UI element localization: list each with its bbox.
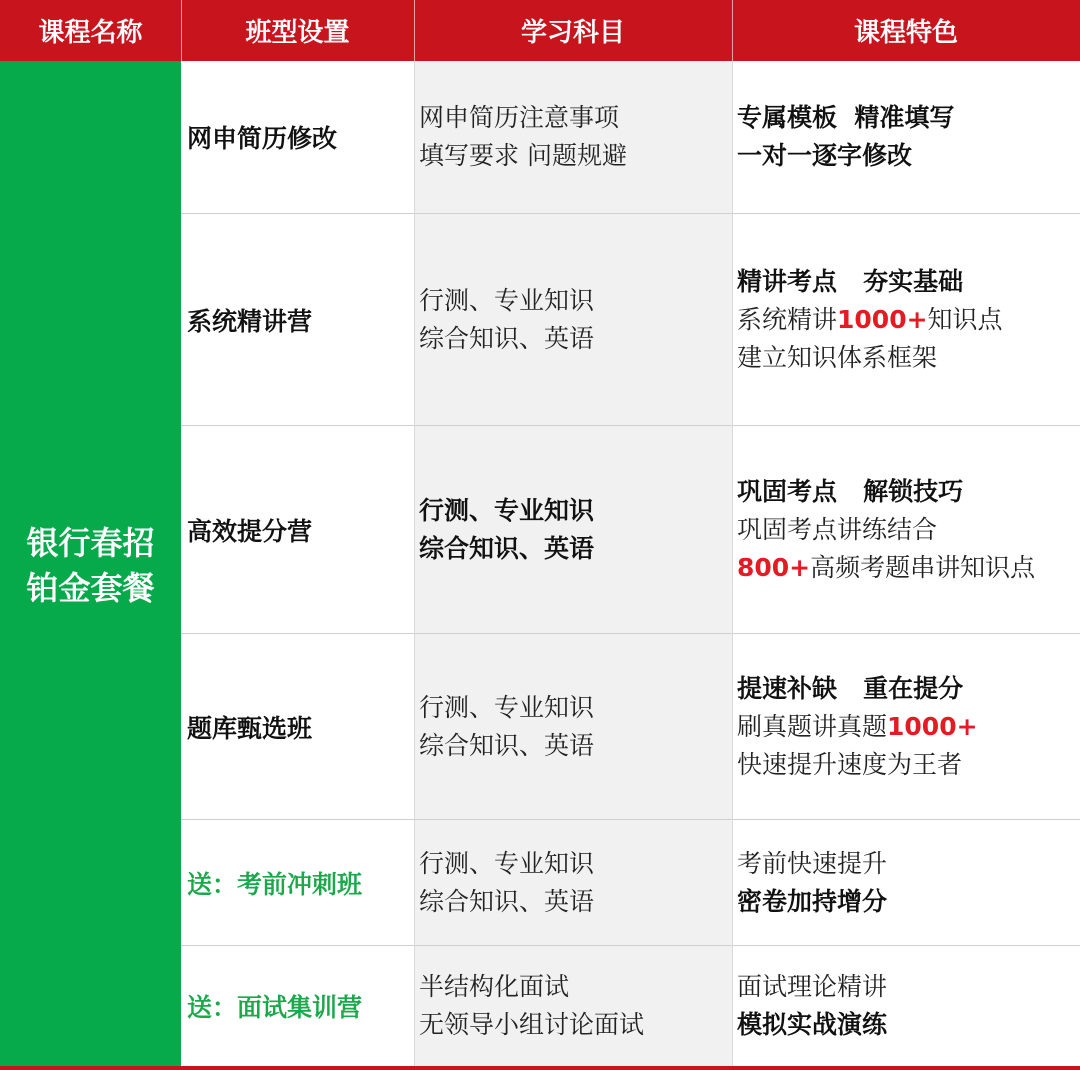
feature-headline: 巩固考点 解锁技巧 xyxy=(737,476,964,506)
subject-line: 行测、专业知识 xyxy=(419,848,595,878)
feature-line: 快速提升速度为王者 xyxy=(737,749,963,779)
table-row xyxy=(181,634,1080,819)
subject-line: 网申简历注意事项 xyxy=(419,103,620,132)
package-name xyxy=(26,521,154,611)
features-cell xyxy=(732,634,1080,819)
feature-highlight: 一对一逐字修改 xyxy=(737,141,913,170)
features-cell xyxy=(732,426,1080,633)
feature-number: 1000+ xyxy=(837,304,928,334)
subjects-cell xyxy=(414,426,732,633)
class-type-cell xyxy=(181,820,414,945)
feature-line xyxy=(737,301,1080,339)
header-course-name: 课程名称 xyxy=(38,18,143,48)
feature-line xyxy=(737,708,1080,746)
header-class-type: 班型设置 xyxy=(245,18,350,48)
header-divider xyxy=(414,0,415,61)
subject-line: 行测、专业知识 xyxy=(419,285,595,315)
header-divider xyxy=(181,0,182,61)
class-type: 网申简历修改 xyxy=(187,124,338,153)
subject-line: 无领导小组讨论面试 xyxy=(419,1010,645,1039)
table-row xyxy=(181,820,1080,945)
feature-highlight: 密卷加持增分 xyxy=(737,886,888,916)
subject-line: 行测、专业知识 xyxy=(419,495,595,525)
class-type: 系统精讲营 xyxy=(187,306,313,336)
class-type-cell xyxy=(181,426,414,633)
subject-line: 综合知识、英语 xyxy=(419,533,595,563)
class-type: 高效提分营 xyxy=(187,516,313,546)
feature-text: 刷真题讲真题 xyxy=(737,711,888,741)
feature-highlight: 模拟实战演练 xyxy=(737,1010,888,1039)
feature-text: 知识点 xyxy=(927,304,1003,334)
feature-line: 巩固考点讲练结合 xyxy=(737,514,938,544)
feature-text: 系统精讲 xyxy=(737,304,838,334)
subject-line: 行测、专业知识 xyxy=(419,692,595,722)
features-cell xyxy=(732,214,1080,425)
table-header xyxy=(0,0,1080,61)
column-divider xyxy=(414,61,415,1070)
subjects-cell xyxy=(414,820,732,945)
bonus-class-type: 送：考前冲刺班 xyxy=(187,869,363,899)
header-subjects: 学习科目 xyxy=(520,18,625,48)
subject-line: 综合知识、英语 xyxy=(419,730,595,760)
feature-number: 800+ xyxy=(737,552,811,582)
subjects-cell xyxy=(414,61,732,213)
package-name-line-2: 铂金套餐 xyxy=(26,568,155,607)
feature-headline: 专属模板 精准填写 xyxy=(737,103,955,132)
feature-headline: 精讲考点 夯实基础 xyxy=(737,266,964,296)
table-row xyxy=(181,61,1080,213)
features-cell xyxy=(732,946,1080,1066)
class-type-cell xyxy=(181,634,414,819)
feature-line: 考前快速提升 xyxy=(737,848,888,878)
bonus-class-type: 送：面试集训营 xyxy=(187,993,363,1022)
package-name-cell xyxy=(0,61,181,1070)
subject-line: 综合知识、英语 xyxy=(419,323,595,353)
subject-line: 半结构化面试 xyxy=(419,972,570,1001)
subject-line: 填写要求 问题规避 xyxy=(419,141,627,170)
class-type-cell xyxy=(181,946,414,1066)
features-cell xyxy=(732,61,1080,213)
class-type: 题库甄选班 xyxy=(187,713,313,743)
feature-number: 1000+ xyxy=(887,711,978,741)
feature-text: 高频考题串讲知识点 xyxy=(810,552,1036,582)
feature-line xyxy=(737,549,1080,587)
subjects-cell xyxy=(414,214,732,425)
feature-line: 建立知识体系框架 xyxy=(737,342,938,372)
class-type-cell xyxy=(181,214,414,425)
table-row xyxy=(181,426,1080,633)
feature-line: 面试理论精讲 xyxy=(737,972,888,1001)
package-name-line-1: 银行春招 xyxy=(26,523,155,562)
header-features: 课程特色 xyxy=(853,18,958,48)
table-row xyxy=(181,946,1080,1066)
class-type-cell xyxy=(181,61,414,213)
column-divider xyxy=(732,61,733,1070)
feature-headline: 提速补缺 重在提分 xyxy=(737,673,964,703)
header-divider xyxy=(732,0,733,61)
subject-line: 综合知识、英语 xyxy=(419,886,595,916)
subjects-cell xyxy=(414,634,732,819)
bottom-border xyxy=(0,1066,1080,1070)
features-cell xyxy=(732,820,1080,945)
table-row xyxy=(181,214,1080,425)
subjects-cell xyxy=(414,946,732,1066)
